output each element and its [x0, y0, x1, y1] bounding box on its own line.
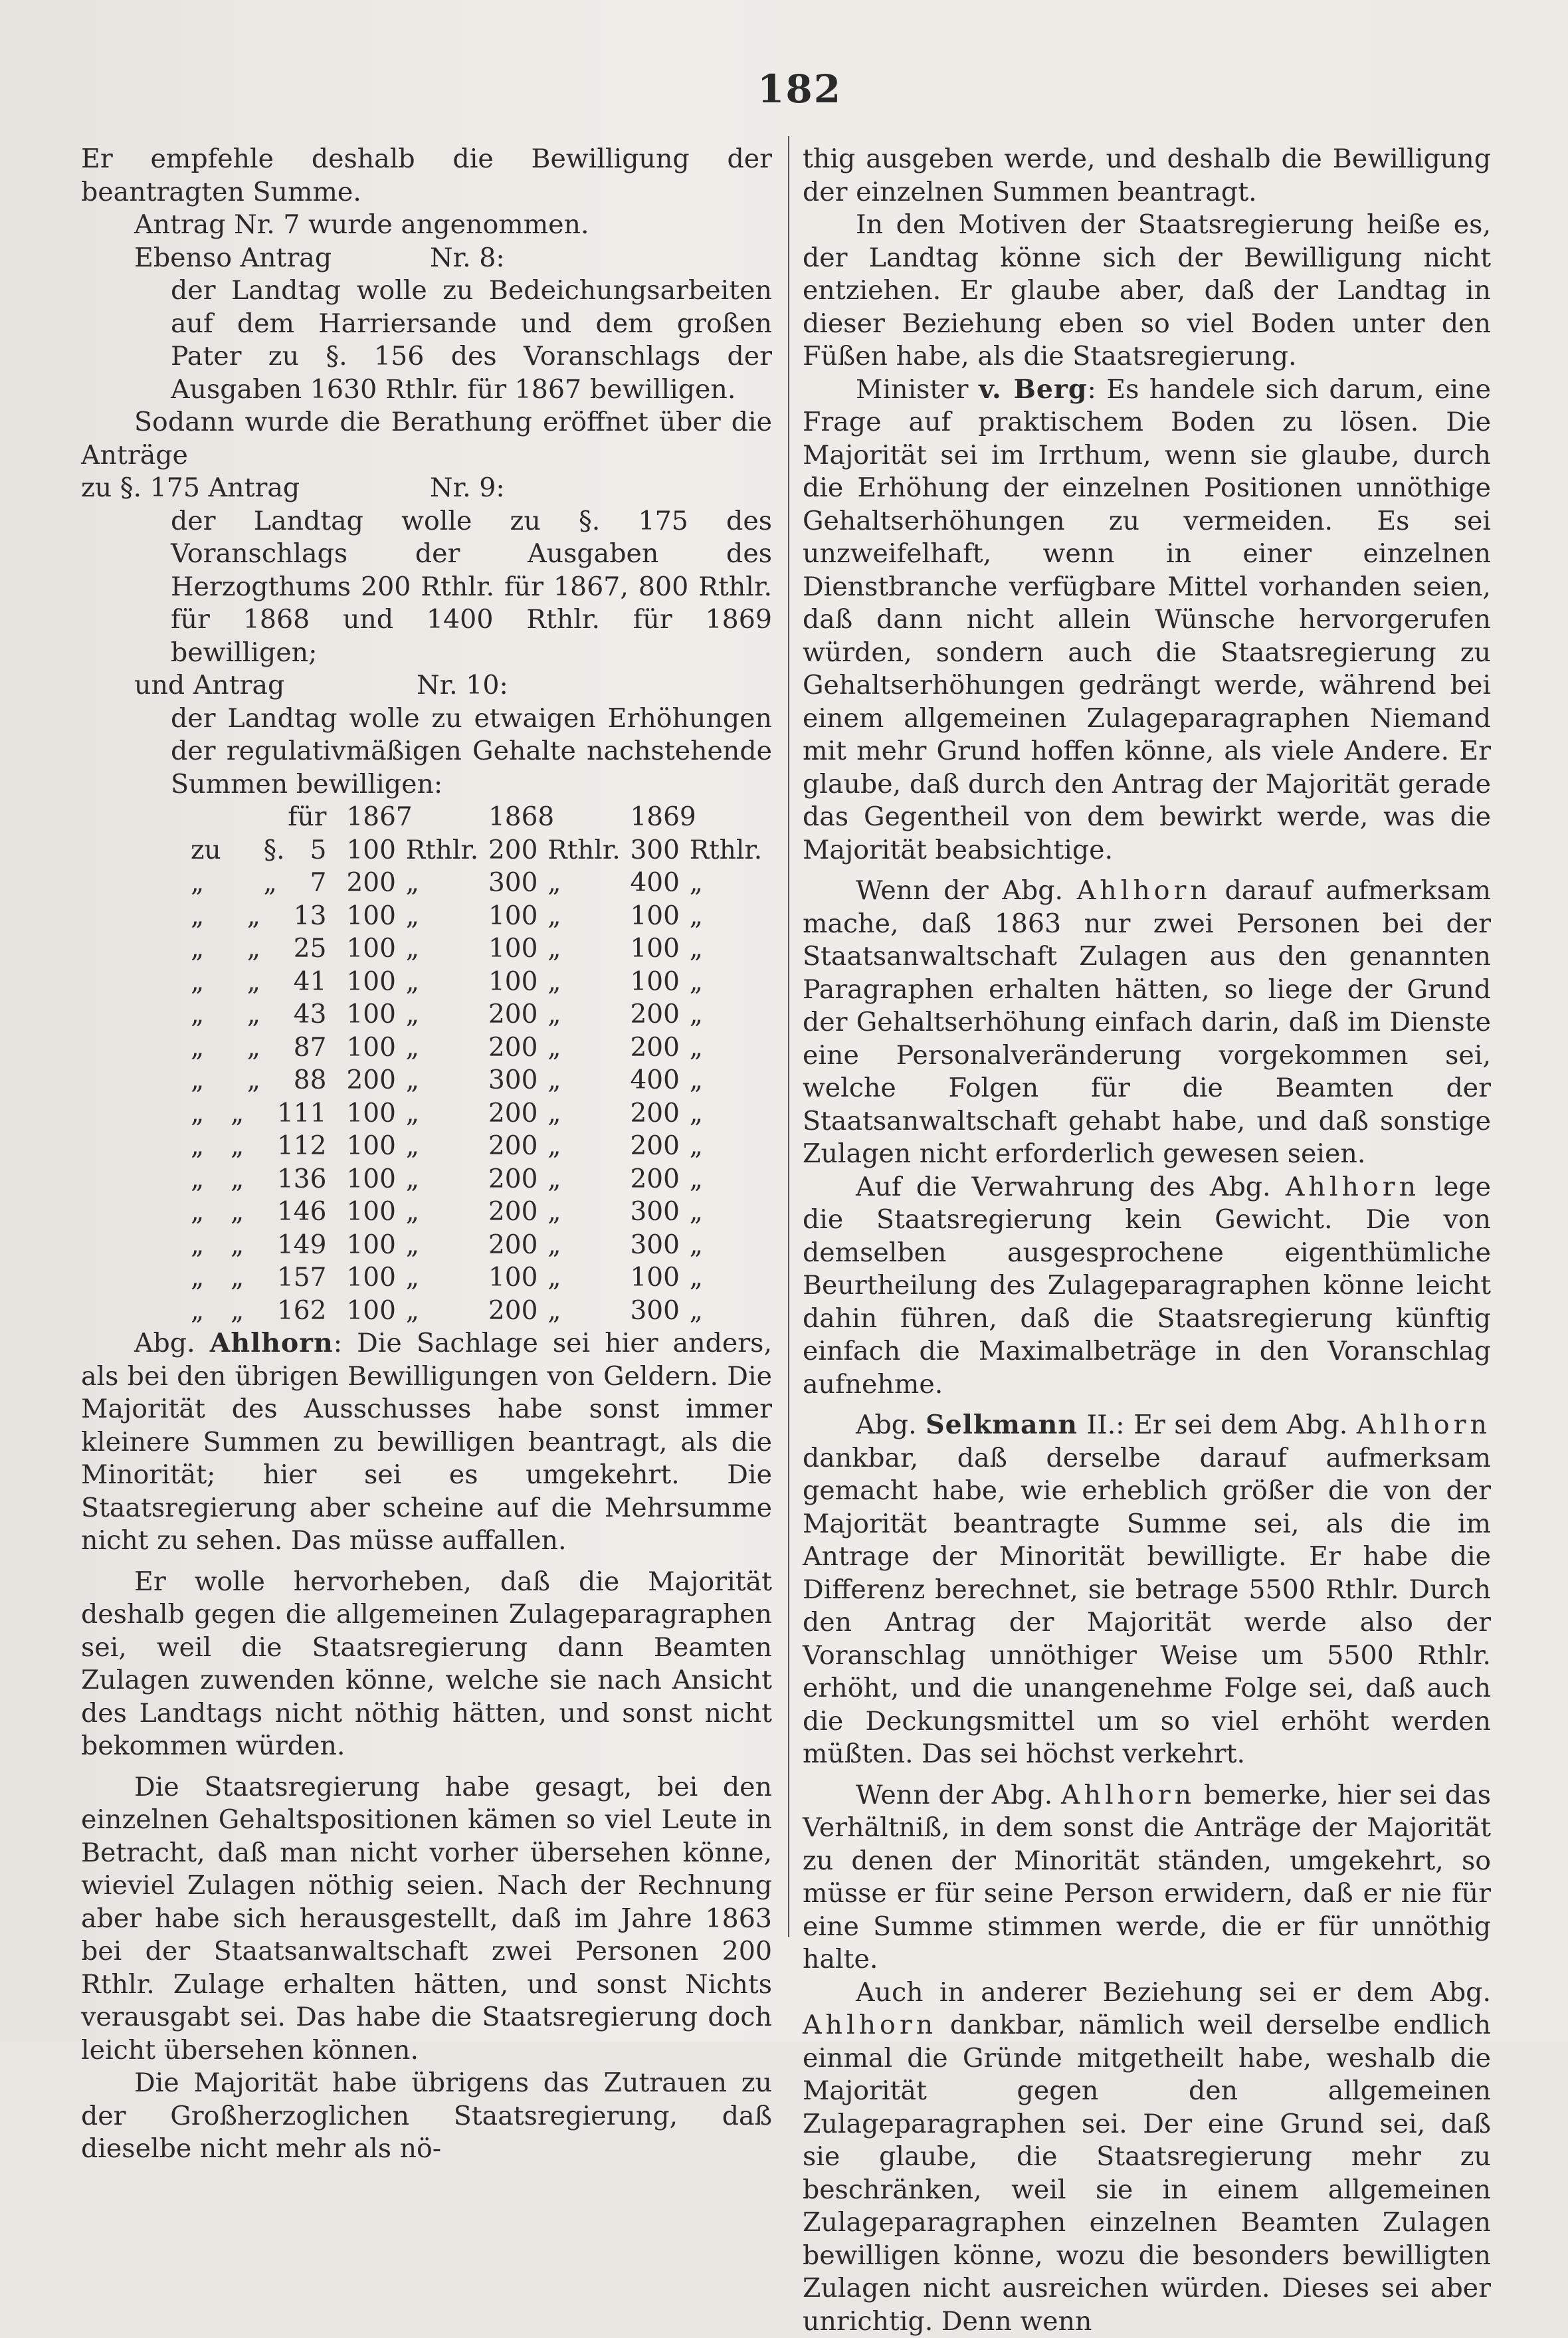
text-run: : Er sei dem Abg.: [1116, 1410, 1347, 1440]
cell-1868: 200: [488, 1229, 547, 1262]
motion-label: zu §. 175 Antrag: [81, 472, 430, 505]
cell-1868: 100: [488, 932, 547, 966]
cell-paragraph: [231, 1196, 347, 1229]
cell-paragraph: [231, 1261, 347, 1295]
cell-1868: 100: [488, 900, 547, 933]
cell-paragraph: [231, 1229, 347, 1262]
cell-1868: 200: [488, 1031, 547, 1065]
text-run: Wenn der Abg.: [856, 1780, 1052, 1810]
cell-unit: „: [690, 1130, 772, 1163]
cell-zu: „: [191, 867, 231, 900]
cell-unit: „: [690, 1196, 772, 1229]
cell-1869: 100: [630, 1261, 689, 1295]
motion-text: der Landtag wolle zu etwaigen Erhöhungen der regulativmäßigen Gehalte nachstehende Summen bewilligen:: [81, 702, 772, 801]
cell-zu: „: [191, 966, 231, 999]
cell-unit: „: [690, 966, 772, 999]
cell-unit: „: [406, 1031, 488, 1065]
cell-1868: 200: [488, 1130, 547, 1163]
paragraph-sign: „: [264, 867, 310, 900]
paragraph-sign: „: [231, 1295, 277, 1328]
paragraph: In den Motiven der Staatsregierung heiße es, der Landtag könne sich der Bewilligung nicht entziehen. Er glaube aber, daß der Landtag in dieser Beziehung eben so viel Boden unter den Füßen habe, als die Staatsregierung.: [803, 209, 1491, 373]
speaker-prefix: Minister: [856, 374, 969, 405]
cell-1867: 200: [346, 867, 405, 900]
cell-zu: „: [191, 1031, 231, 1065]
cell-unit: „: [690, 1031, 772, 1065]
paragraph: [803, 875, 1491, 1171]
cell-1867: 100: [346, 1295, 405, 1328]
table-row: [191, 1097, 772, 1130]
table-row: [191, 1130, 772, 1163]
table-row: [191, 1261, 772, 1295]
paragraph-sign: „: [247, 998, 294, 1031]
speaker-name: Ahlhorn: [1077, 875, 1211, 906]
right-column: [803, 143, 1491, 2338]
paragraph-number: 25: [294, 934, 327, 964]
cell-unit: „: [547, 1097, 630, 1130]
cell-1868: 200: [488, 1196, 547, 1229]
cell-unit: „: [406, 1295, 488, 1328]
cell-unit: „: [406, 900, 488, 933]
speaker-name: Selkmann: [926, 1410, 1078, 1440]
paragraph-sign: „: [231, 1097, 277, 1130]
cell-zu: zu: [191, 834, 231, 867]
motion-text: der Landtag wolle zu Bedeichungsarbeiten auf dem Harriersande und dem großen Pater zu §. 156 des Voranschlags der Ausgaben 1630 Rthlr. für 1867 bewilligen.: [81, 274, 772, 406]
table-row: [191, 1229, 772, 1262]
text-run: Auf die Verwahrung des Abg.: [856, 1172, 1271, 1202]
cell-1868: 300: [488, 1064, 547, 1097]
cell-1868: 200: [488, 1163, 547, 1196]
speaker-prefix: Abg.: [134, 1328, 195, 1358]
cell-zu: „: [191, 1295, 231, 1328]
paragraph: Sodann wurde die Berathung eröffnet über die Anträge: [81, 406, 772, 472]
paragraph-sign: „: [247, 966, 294, 999]
text-run: bemerke, hier sei das Verhältniß, in dem sonst die Anträge der Majorität zu denen der Minorität ständen, umgekehrt, so müsse er für seine Person erwidern, daß er nie für eine Summe stimmen werde, die er für unnöthig halte.: [803, 1780, 1491, 1975]
cell-paragraph: [231, 966, 347, 999]
paragraph: [803, 1779, 1491, 1976]
cell-1867: 100: [346, 1196, 405, 1229]
cell-paragraph: [231, 867, 347, 900]
cell-unit: „: [547, 1031, 630, 1065]
paragraph-number: 5: [310, 835, 327, 865]
text-run: darauf aufmerksam mache, daß 1863 nur zwei Personen bei der Staatsanwaltschaft Zulagen aus den genannten Paragraphen erhalten hätten, so liege der Grund der Gehaltserhöhung einfach darin, daß im Dienste eine Personalveränderung vorgekommen sei, welche Folgen für die Beamten der Staatsanwaltschaft gehabt habe, und daß sonstige Zulagen nicht erforderlich gewesen seien.: [803, 875, 1491, 1169]
paragraph: Er empfehle deshalb die Bewilligung der beantragten Summe.: [81, 143, 772, 209]
cell-1868: 100: [488, 1261, 547, 1295]
cell-1867: 100: [346, 932, 405, 966]
cell-unit: „: [690, 1261, 772, 1295]
cell-1869: 100: [630, 966, 689, 999]
grants-table-body: [191, 834, 772, 1328]
paragraph-number: 41: [294, 967, 327, 997]
paragraph: Die Staatsregierung habe gesagt, bei den einzelnen Gehaltspositionen kämen so viel Leute in Betracht, daß man nicht vorher übersehen könne, wieviel Zulagen nöthig seien. Nach der Rechnung aber habe sich herausgestellt, daß im Jahre 1863 bei der Staatsanwaltschaft zwei Personen 200 Rthlr. Zulage erhalten hätten, und sonst Nichts verausgabt sei. Das habe die Staatsregierung doch leicht übersehen können.: [81, 1771, 772, 2068]
cell-unit: „: [690, 1229, 772, 1262]
column-divider: [788, 136, 789, 1937]
paragraph-sign: „: [231, 1163, 277, 1196]
paragraph-number: 157: [277, 1263, 326, 1293]
cell-paragraph: [231, 998, 347, 1031]
motion-number: Nr. 8:: [430, 242, 505, 275]
cell-paragraph: [231, 834, 347, 867]
grants-table: [191, 801, 772, 1327]
cell-zu: „: [191, 1261, 231, 1295]
table-row: [191, 1031, 772, 1065]
header-fuer: für: [231, 801, 347, 834]
cell-1867: 200: [346, 1064, 405, 1097]
cell-1867: 100: [346, 998, 405, 1031]
paragraph-sign: §.: [264, 834, 310, 867]
speaker-suffix: II.: [1087, 1410, 1116, 1440]
paragraph: [803, 1171, 1491, 1402]
cell-unit: „: [406, 1130, 488, 1163]
paragraph-sign: „: [231, 1229, 277, 1262]
motion-number: Nr. 9:: [430, 472, 505, 505]
paragraph-number: 111: [277, 1099, 326, 1128]
cell-1869: 400: [630, 867, 689, 900]
table-row: [191, 932, 772, 966]
cell-1867: 100: [346, 1261, 405, 1295]
cell-unit: „: [547, 1196, 630, 1229]
speech-selkmann: [803, 1409, 1491, 1771]
paragraph-number: 149: [277, 1230, 326, 1260]
cell-1869: 200: [630, 1163, 689, 1196]
cell-paragraph: [231, 1064, 347, 1097]
cell-1867: 100: [346, 1163, 405, 1196]
text-run: dankbar, nämlich weil derselbe endlich einmal die Gründe mitgetheilt habe, weshalb die Majorität gegen den allgemeinen Zulageparagraphen sei. Der eine Grund sei, daß sie glaube, die Staatsregierung mehr zu beschränken, weil sie in einem allgemeinen Zulageparagraphen einzelnen Beamten Zulagen bewilligen könne, wozu die besonders bewilligten Zulagen nicht ausreichen würden. Dieses sei aber unrichtig. Denn wenn: [803, 2010, 1491, 2337]
paragraph-sign: „: [231, 1196, 277, 1229]
motion-label: Ebenso Antrag: [134, 242, 430, 275]
cell-unit: „: [690, 1097, 772, 1130]
motion-label: und Antrag: [134, 669, 417, 702]
table-row: [191, 900, 772, 933]
cell-1868: 200: [488, 1097, 547, 1130]
cell-unit: „: [690, 1163, 772, 1196]
cell-unit: „: [690, 932, 772, 966]
cell-unit: „: [406, 966, 488, 999]
speech-text: : Es handele sich darum, eine Frage auf praktischem Boden zu lösen. Die Majorität sei im Irrthum, wenn sie glaube, durch die Erhöhung der einzelnen Positionen unnöthige Gehaltserhöhungen zu vermeiden. Es sei unzweifelhaft, wenn in einer einzelnen Dienstbranche verfügbare Mittel vorhanden seien, daß dann nicht allein Wünsche hervorgerufen würden, sondern auch die Staatsregierung zu Gehaltserhöhungen gedrängt werde, während bei einem allgemeinen Zulageparagraphen Niemand mit mehr Grund hoffen könne, als viele Andere. Er glaube, daß durch den Antrag der Majorität gerade das Gegentheil von dem bewirkt werde, was die Majorität beabsichtige.: [803, 374, 1491, 865]
table-row: [191, 1163, 772, 1196]
cell-paragraph: [231, 900, 347, 933]
speaker-name: Ahlhorn: [210, 1328, 334, 1358]
speaker-name: Ahlhorn: [1357, 1410, 1491, 1440]
table-row: [191, 998, 772, 1031]
motion-number: Nr. 10:: [417, 669, 508, 702]
table-row: [191, 1064, 772, 1097]
cell-1868: 300: [488, 867, 547, 900]
cell-unit: „: [406, 1261, 488, 1295]
cell-unit: „: [547, 1130, 630, 1163]
cell-1867: 100: [346, 1229, 405, 1262]
cell-1868: 100: [488, 966, 547, 999]
paragraph: thig ausgeben werde, und deshalb die Bewilligung der einzelnen Summen beantragt.: [803, 143, 1491, 209]
cell-paragraph: [231, 1097, 347, 1130]
paragraph-number: 88: [294, 1065, 327, 1095]
cell-1867: 100: [346, 1031, 405, 1065]
paragraph: Die Majorität habe übrigens das Zutrauen zu der Großherzoglichen Staatsregierung, daß dieselbe nicht mehr als nö-: [81, 2067, 772, 2166]
cell-1869: 400: [630, 1064, 689, 1097]
paragraph-sign: „: [247, 1064, 294, 1097]
cell-paragraph: [231, 932, 347, 966]
cell-paragraph: [231, 1031, 347, 1065]
cell-zu: „: [191, 900, 231, 933]
cell-1869: 300: [630, 1196, 689, 1229]
cell-unit: „: [690, 867, 772, 900]
motion-heading: [81, 472, 772, 505]
cell-1869: 200: [630, 998, 689, 1031]
paragraph-number: 136: [277, 1164, 326, 1194]
cell-1867: 100: [346, 966, 405, 999]
cell-unit: „: [547, 966, 630, 999]
cell-unit: „: [547, 932, 630, 966]
cell-unit: Rthlr.: [547, 834, 630, 867]
cell-unit: „: [547, 900, 630, 933]
table-row: [191, 966, 772, 999]
paragraph-number: 13: [294, 901, 327, 931]
cell-unit: „: [547, 1064, 630, 1097]
paragraph-sign: „: [247, 1031, 294, 1065]
header-year-1867: 1867: [346, 801, 488, 834]
cell-unit: „: [547, 1261, 630, 1295]
cell-zu: „: [191, 998, 231, 1031]
cell-1869: 100: [630, 932, 689, 966]
cell-1867: 100: [346, 1097, 405, 1130]
cell-unit: „: [547, 1295, 630, 1328]
cell-unit: „: [690, 1295, 772, 1328]
paragraph-number: 7: [310, 868, 327, 898]
cell-zu: „: [191, 1163, 231, 1196]
cell-unit: „: [406, 1064, 488, 1097]
text-run: dankbar, daß derselbe darauf aufmerksam gemacht habe, wie erheblich größer die von der Majorität beantragte Summe sei, als die im Antrage der Minorität bewilligte. Er habe die Differenz berechnet, sie betrage 5500 Rthlr. Durch den Antrag der Majorität werde also der Voranschlag unnöthiger Weise um 5500 Rthlr. erhöht, und die unangenehme Folge sei, daß auch die Deckungsmittel um so viel erhöht werden müßten. Das sei höchst verkehrt.: [803, 1443, 1491, 1770]
paragraph-sign: „: [231, 1261, 277, 1295]
cell-1869: 200: [630, 1097, 689, 1130]
paragraph-sign: „: [247, 932, 294, 966]
cell-unit: „: [547, 1163, 630, 1196]
cell-unit: „: [547, 1229, 630, 1262]
table-header-row: [191, 801, 772, 834]
cell-1868: 200: [488, 998, 547, 1031]
cell-1867: 100: [346, 1130, 405, 1163]
table-row: [191, 1196, 772, 1229]
page-number: 182: [757, 66, 824, 112]
cell-paragraph: [231, 1295, 347, 1328]
cell-1868: 200: [488, 1295, 547, 1328]
paragraph-number: 43: [294, 1000, 327, 1029]
speaker-name: v. Berg: [979, 374, 1087, 405]
cell-1868: 200: [488, 834, 547, 867]
cell-unit: „: [547, 998, 630, 1031]
speaker-name: Ahlhorn: [803, 2010, 937, 2040]
cell-1867: 100: [346, 834, 405, 867]
speaker-name: Ahlhorn: [1061, 1780, 1195, 1810]
cell-zu: „: [191, 1229, 231, 1262]
cell-zu: „: [191, 1097, 231, 1130]
cell-unit: „: [406, 1163, 488, 1196]
header-year-1869: 1869: [630, 801, 772, 834]
paragraph-number: 87: [294, 1033, 327, 1063]
text-run: Auch in anderer Beziehung sei er dem Abg.: [856, 1977, 1491, 2008]
cell-paragraph: [231, 1130, 347, 1163]
cell-unit: „: [406, 1196, 488, 1229]
cell-1869: 200: [630, 1130, 689, 1163]
speech-ahlhorn: [81, 1327, 772, 1558]
table-row: [191, 834, 772, 867]
cell-zu: „: [191, 1196, 231, 1229]
cell-unit: Rthlr.: [690, 834, 772, 867]
cell-unit: „: [406, 998, 488, 1031]
cell-unit: „: [690, 998, 772, 1031]
motion-heading: [81, 669, 772, 702]
motion-text: der Landtag wolle zu §. 175 des Voranschlags der Ausgaben des Herzogthums 200 Rthlr. für 1867, 800 Rthlr. für 1868 und 1400 Rthlr. für 1869 bewilligen;: [81, 505, 772, 670]
cell-zu: „: [191, 932, 231, 966]
speaker-prefix: Abg.: [856, 1410, 917, 1440]
cell-unit: „: [690, 1064, 772, 1097]
speaker-name: Ahlhorn: [1286, 1172, 1420, 1202]
paragraph-number: 146: [277, 1197, 326, 1227]
cell-unit: „: [406, 932, 488, 966]
table-row: [191, 867, 772, 900]
header-year-1868: 1868: [488, 801, 631, 834]
cell-1869: 300: [630, 834, 689, 867]
left-column: [81, 143, 772, 2166]
paragraph-number: 162: [277, 1296, 326, 1326]
cell-unit: „: [547, 867, 630, 900]
text-run: Wenn der Abg.: [856, 875, 1063, 906]
speech-berg: [803, 373, 1491, 867]
cell-1869: 300: [630, 1229, 689, 1262]
table-row: [191, 1295, 772, 1328]
cell-unit: „: [406, 867, 488, 900]
paragraph: Er wolle hervorheben, daß die Majorität deshalb gegen die allgemeinen Zulageparagraphen sei, weil die Staatsregierung dann Beamten Zulagen zuwenden könne, welche sie nach Ansicht des Landtags nicht nöthig hätten, und sonst nicht bekommen würden.: [81, 1566, 772, 1763]
cell-1869: 300: [630, 1295, 689, 1328]
cell-paragraph: [231, 1163, 347, 1196]
cell-unit: „: [406, 1097, 488, 1130]
paragraph: [803, 1976, 1491, 2338]
paragraph-sign: „: [231, 1130, 277, 1163]
paragraph: Antrag Nr. 7 wurde angenommen.: [81, 209, 772, 242]
cell-1867: 100: [346, 900, 405, 933]
cell-1869: 100: [630, 900, 689, 933]
cell-unit: Rthlr.: [406, 834, 488, 867]
paragraph-sign: „: [247, 900, 294, 933]
cell-zu: „: [191, 1064, 231, 1097]
cell-unit: „: [690, 900, 772, 933]
motion-heading: [81, 242, 772, 275]
cell-unit: „: [406, 1229, 488, 1262]
speech-text: : Die Sachlage sei hier anders, als bei den übrigen Bewilligungen von Geldern. Die Majorität des Ausschusses habe sonst immer kleinere Summen zu bewilligen beantragt, als die Minorität; hier sei es umgekehrt. Die Staatsregierung aber scheine auf die Mehrsumme nicht zu sehen. Das müsse auffallen.: [81, 1328, 772, 1556]
paragraph-number: 112: [277, 1131, 326, 1161]
cell-zu: „: [191, 1130, 231, 1163]
cell-1869: 200: [630, 1031, 689, 1065]
text-run: lege die Staatsregierung kein Gewicht. Die von demselben ausgesprochene eigenthümliche Beurtheilung des Zulageparagraphen könne leicht dahin führen, daß die Staatsregierung künftig einfach die Maximalbeträge in den Voranschlag aufnehme.: [803, 1172, 1491, 1400]
